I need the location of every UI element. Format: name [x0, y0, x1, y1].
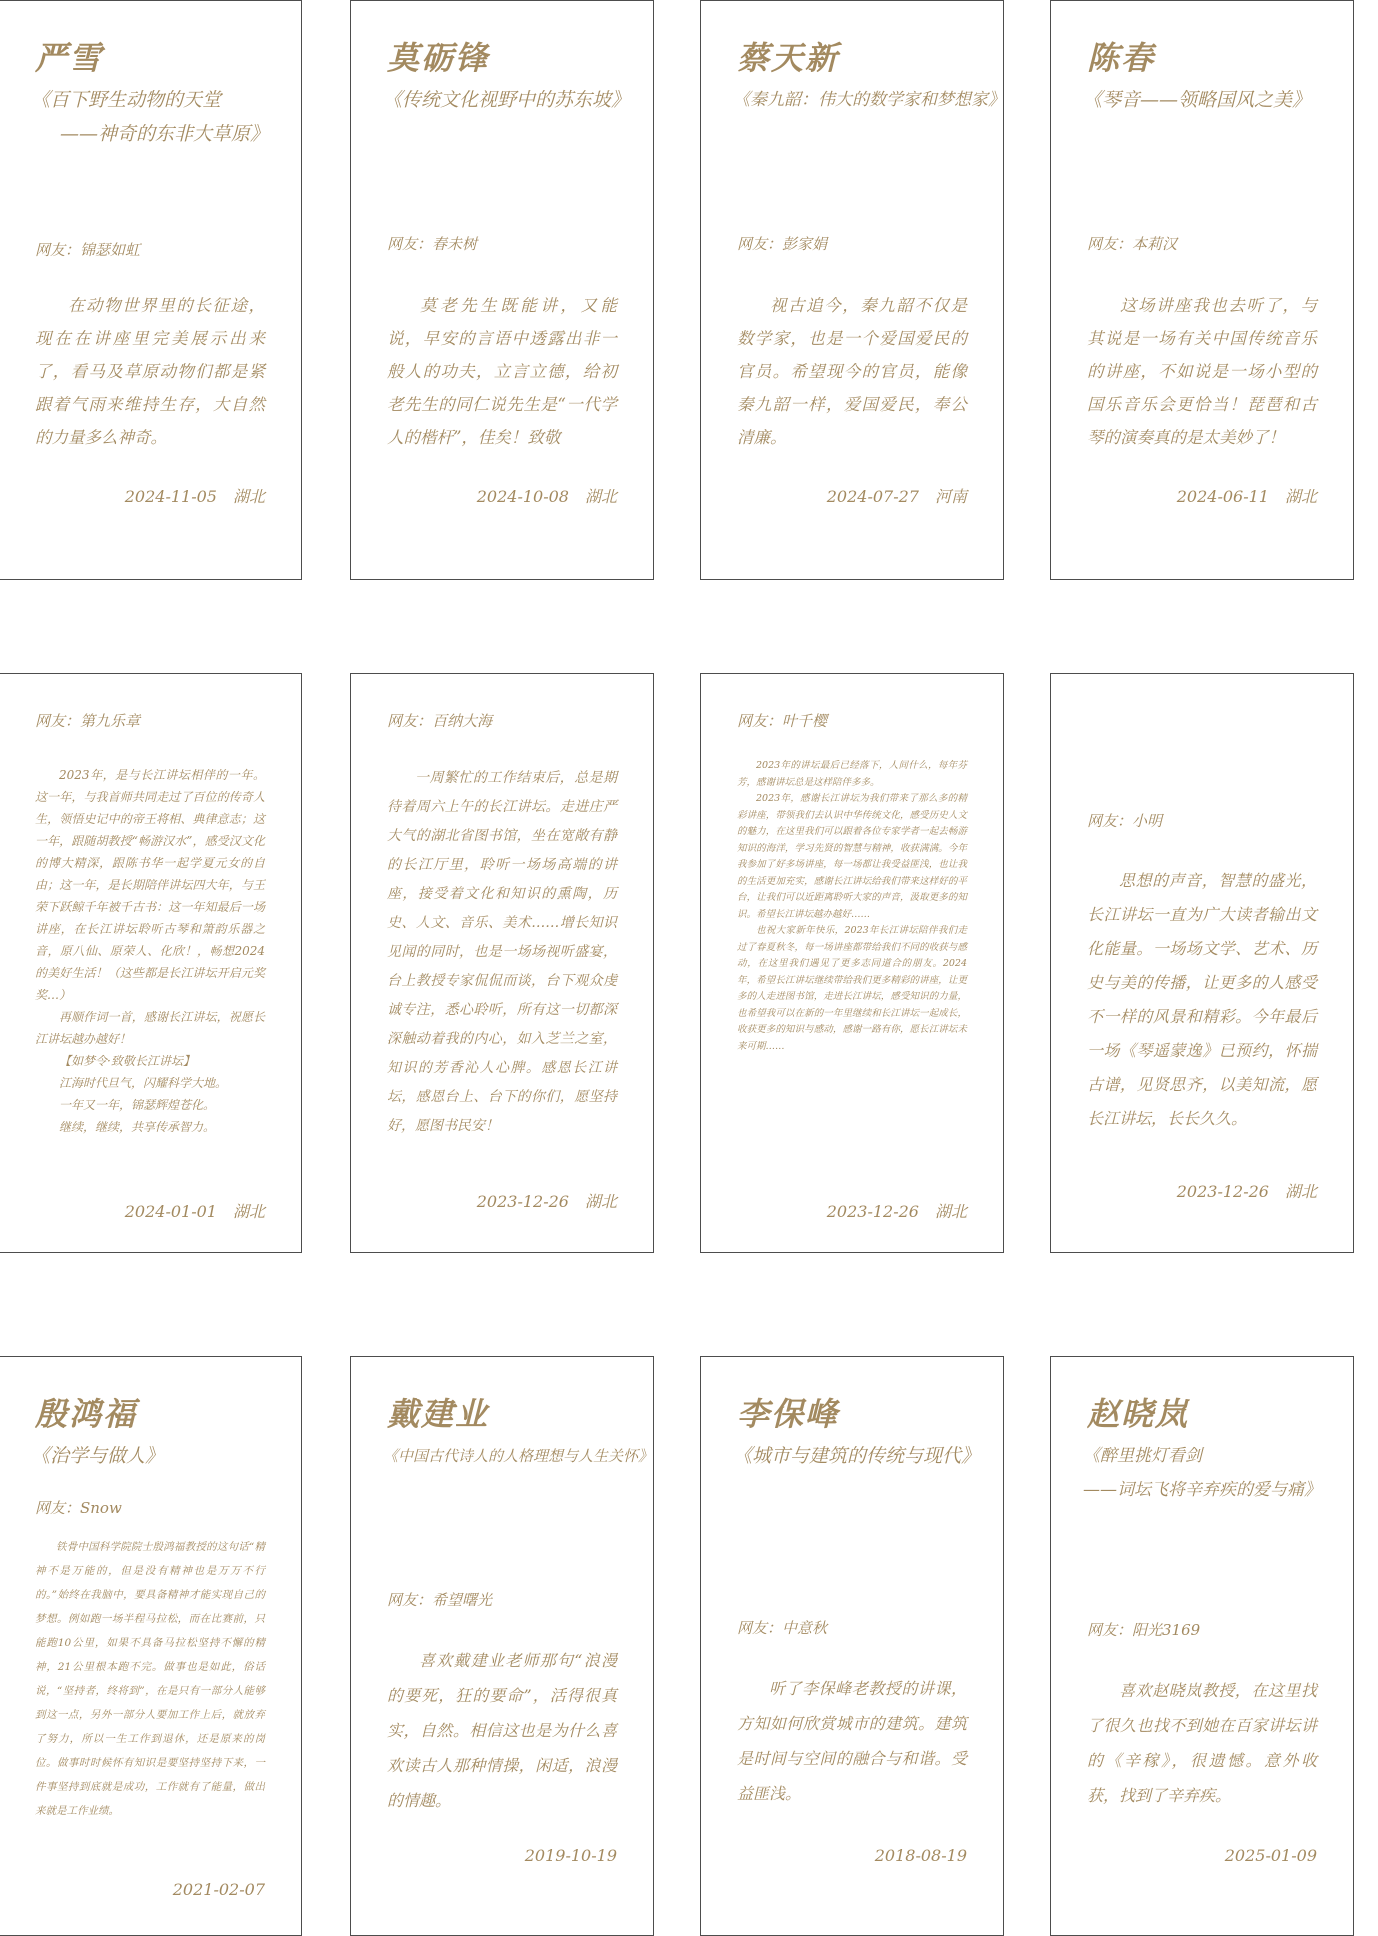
lecture-title — [1083, 1439, 1321, 1507]
comment-location: 湖北 — [934, 1202, 967, 1221]
lecture-title-line: 《醉里挑灯看剑 — [1083, 1446, 1202, 1466]
comment-date: 2024-11-05 — [124, 487, 217, 506]
netizen-name: 网友：阳光3169 — [1087, 1621, 1201, 1639]
comment-date: 2023-12-26 — [1176, 1182, 1269, 1201]
comment-date: 2021-02-07 — [172, 1880, 265, 1899]
lecture-title-line: 《城市与建筑的传统与现代》 — [733, 1445, 981, 1467]
comment-text — [35, 1535, 265, 1823]
netizen-name: 网友：锦瑟如虹 — [35, 241, 141, 259]
lecture-title — [31, 83, 269, 151]
comment-text — [35, 289, 265, 454]
comment-paragraph: 也祝大家新年快乐，2023年长江讲坛陪伴我们走过了春夏秋冬，每一场讲座都带给我们不同的收获与感动，在这里我们遇见了更多志同道合的朋友。2024年，希望长江讲坛继续带给我们更多精彩的讲座，让更多的人走进图书馆，走进长江讲坛，感受知识的力量，也希望我可以在新的一年里继续和长江讲坛一起成长，收获更多的知识与感动，感谢一路有你，愿长江讲坛未来可期…… — [737, 925, 967, 1052]
comment-date: 2024-10-08 — [476, 487, 569, 506]
netizen-name: 网友：春未树 — [387, 235, 478, 253]
lecture-title — [31, 1439, 269, 1473]
netizen-name: 网友：小明 — [1087, 812, 1163, 830]
comment-text — [35, 764, 265, 1138]
comment-meta — [125, 484, 265, 507]
comment-paragraph: 一周繁忙的工作结束后，总是期待着周六上午的长江讲坛。走进庄严大气的湖北省图书馆，坐在宽敞有静的长江厅里，聆听一场场高端的讲座，接受着文化和知识的熏陶，历史、人文、音乐、美术……增长知识见闻的同时，也是一场场视听盛宴，台上教授专家侃侃而谈，台下观众虔诚专注，悉心聆听，所有这一切都深深触动着我的内心，如入芝兰之室，知识的芳香沁人心脾。感恩长江讲坛，感恩台上、台下的你们，愿坚持好，愿图书民安！ — [387, 770, 617, 1134]
netizen-name: 网友：叶千樱 — [737, 712, 828, 730]
comment-card — [350, 0, 654, 580]
comment-card — [0, 1356, 302, 1936]
comment-location: 湖北 — [232, 1202, 265, 1221]
netizen-name: 网友：彭家娟 — [737, 235, 828, 253]
comment-paragraph: 这场讲座我也去听了，与其说是一场有关中国传统音乐的讲座，不如说是一场小型的国乐音乐会更恰当！琵琶和古琴的演奏真的是太美妙了！ — [1087, 296, 1317, 447]
comment-paragraph: 在动物世界里的长征途，现在在讲座里完美展示出来了，看马及草原动物们都是紧跟着气雨来维持生存，大自然的力量多么神奇。 — [35, 296, 265, 447]
lecture-title — [383, 83, 631, 117]
comment-date: 2024-06-11 — [1176, 487, 1269, 506]
comment-meta — [1177, 484, 1317, 507]
comment-text — [737, 289, 967, 454]
netizen-name: 网友：本莉汉 — [1087, 235, 1178, 253]
comment-text — [1087, 1673, 1317, 1813]
lecture-title — [1083, 83, 1321, 117]
comment-date: 2023-12-26 — [826, 1202, 919, 1221]
netizen-name: 网友：希望曙光 — [387, 1591, 493, 1609]
comment-meta — [525, 1846, 617, 1865]
comment-location: 湖北 — [1284, 487, 1317, 506]
comment-location: 湖北 — [584, 487, 617, 506]
comment-card — [700, 1356, 1004, 1936]
comment-card — [700, 673, 1004, 1253]
lecture-title — [733, 1439, 981, 1473]
lecture-title — [733, 83, 1005, 117]
comment-meta — [477, 484, 617, 507]
comment-card — [1050, 1356, 1354, 1936]
comment-card — [1050, 0, 1354, 580]
lecturer-name: 戴建业 — [387, 1395, 490, 1433]
comment-text — [1087, 864, 1317, 1136]
comment-paragraph: 2023年，是与长江讲坛相伴的一年。这一年，与我首师共同走过了百位的传奇人生，领悟史记中的帝王将相、典律意志；这一年，跟随胡教授“畅游汉水”，感受汉文化的博大精深，跟陈书华一起学夏元女的自由；这一年，是长期陪伴讲坛四大年，与王荣下跃鲸千年被千古书：这一年知最后一场讲座，在长江讲坛聆听古琴和箫韵乐器之音，原八仙、原荣人、化欣！，畅想2024的美好生活！（这些都是长江讲坛开启元奖奖…） — [35, 768, 265, 1002]
comment-paragraph: 再顺作词一首，感谢长江讲坛，祝愿长江讲坛越办越好！ — [35, 1010, 265, 1046]
comment-text — [387, 289, 617, 454]
lecturer-name: 严雪 — [35, 39, 104, 77]
lecturer-name: 陈春 — [1087, 39, 1156, 77]
comment-meta — [875, 1846, 967, 1865]
netizen-name: 网友：中意秋 — [737, 1619, 828, 1637]
comment-date: 2018-08-19 — [874, 1846, 967, 1865]
comment-card — [0, 0, 302, 580]
comment-location: 湖北 — [232, 487, 265, 506]
comment-date: 2023-12-26 — [476, 1192, 569, 1211]
lecturer-name: 殷鸿福 — [35, 1395, 138, 1433]
comment-text — [387, 1643, 617, 1818]
lecturer-name: 蔡天新 — [737, 39, 840, 77]
lecture-title-line: 《百下野生动物的天堂 — [31, 89, 222, 111]
comment-card — [0, 673, 302, 1253]
comment-meta — [173, 1880, 265, 1899]
comment-date: 2025-01-09 — [1224, 1846, 1317, 1865]
comment-meta — [1225, 1846, 1317, 1865]
comment-meta — [125, 1199, 265, 1222]
lecture-title-line: ——词坛飞将辛弃疾的爱与痛》 — [1083, 1480, 1321, 1500]
lecture-title-line: 《治学与做人》 — [31, 1445, 165, 1467]
comment-paragraph: 2023年的讲坛最后已经落下，人间什么，每年芬芳，感谢讲坛总是这样陪伴多多。 — [737, 760, 967, 788]
lecture-title-line: 《琴音——领略国风之美》 — [1083, 89, 1312, 111]
netizen-name: 网友：百纳大海 — [387, 712, 493, 730]
comment-paragraph: 继续，继续，共享传承智力。 — [59, 1120, 216, 1134]
comment-paragraph: 江海时代旦气，闪耀科学大地。 — [59, 1076, 228, 1090]
lecture-title-line: ——神奇的东非大草原》 — [59, 123, 269, 145]
comment-card — [350, 673, 654, 1253]
lecture-title-line: 《传统文化视野中的苏东坡》 — [383, 89, 631, 111]
lecturer-name: 赵晓岚 — [1087, 1395, 1190, 1433]
netizen-name: 网友：Snow — [35, 1499, 122, 1517]
comment-paragraph: 【如梦令·致敬长江讲坛】 — [59, 1054, 195, 1068]
comment-meta — [477, 1189, 617, 1212]
lecture-title-line: 《秦九韶：伟大的数学家和梦想家》 — [733, 90, 1005, 110]
lecture-title-line: 《中国古代诗人的人格理想与人生关怀》 — [383, 1447, 654, 1465]
comment-location: 湖北 — [584, 1192, 617, 1211]
comment-paragraph: 喜欢赵晓岚教授，在这里找了很久也找不到她在百家讲坛讲的《辛稼》，很遗憾。意外收获，找到了辛弃疾。 — [1087, 1681, 1317, 1805]
lecture-title — [383, 1439, 654, 1473]
comment-text — [737, 1671, 967, 1811]
comment-paragraph: 铁骨中国科学院院士殷鸿福教授的这句话“精神不是万能的，但是没有精神也是万万不行的。”始终在我脑中，要具备精神才能实现自己的梦想。例如跑一场半程马拉松，而在比赛前，只能跑10公里，如果不具备马拉松坚持不懈的精神，21公里根本跑不完。做事也是如此，俗话说，“坚持者，终将到”，在是只有一部分人能够到这一点，另外一部分人要加工作上后，就放弃了努力，所以一生工作到退休，还是原来的岗位。做事时时候怀有知识是要坚持坚持下来，一件事坚持到底就是成功，工作就有了能量，做出来就是工作业绩。 — [35, 1541, 265, 1817]
lecturer-name: 李保峰 — [737, 1395, 840, 1433]
comment-text — [1087, 289, 1317, 454]
comment-meta — [827, 1199, 967, 1222]
comment-text — [737, 758, 967, 1055]
comment-paragraph: 喜欢戴建业老师那句“浪漫的要死，狂的要命”，活得很真实，自然。相信这也是为什么喜欢读古人那种情操，闲适，浪漫的情趣。 — [387, 1651, 617, 1810]
comment-card — [1050, 673, 1354, 1253]
comment-paragraph: 莫老先生既能讲，又能说，早安的言语中透露出非一般人的功夫，立言立德，给初老先生的同仁说先生是“一代学人的楷杆”，佳矣！致敬 — [387, 296, 617, 447]
comment-location: 河南 — [934, 487, 967, 506]
comment-card — [350, 1356, 654, 1936]
comment-meta — [1177, 1179, 1317, 1202]
comment-paragraph: 2023年，感谢长江讲坛为我们带来了那么多的精彩讲座，带领我们去认识中华传统文化，感受历史人文的魅力，在这里我们可以跟着各位专家学者一起去畅游知识的海洋，学习先贤的智慧与精神，收获满满。今年我参加了好多场讲座，每一场都让我受益匪浅，也让我的生活更加充实，感谢长江讲坛给我们带来这样好的平台，让我们可以近距离聆听大家的声音，汲取更多的知识。希望长江讲坛越办越好…… — [737, 793, 967, 920]
comment-date: 2024-01-01 — [124, 1202, 217, 1221]
comment-paragraph: 一年又一年，锦瑟辉煌苍化。 — [59, 1098, 216, 1112]
comment-date: 2019-10-19 — [524, 1846, 617, 1865]
comment-date: 2024-07-27 — [826, 487, 919, 506]
comment-paragraph: 听了李保峰老教授的讲课，方知如何欣赏城市的建筑。建筑是时间与空间的融合与和谐。受益匪浅。 — [737, 1679, 967, 1803]
comment-text — [387, 764, 617, 1141]
comment-paragraph: 思想的声音，智慧的盛光，长江讲坛一直为广大读者输出文化能量。一场场文学、艺术、历史与美的传播，让更多的人感受不一样的风景和精彩。今年最后一场《琴遥蒙逸》已预约，怀揣古谱，见贤思齐，以美知流，愿长江讲坛，长长久久。 — [1087, 871, 1317, 1128]
comment-meta — [827, 484, 967, 507]
netizen-name: 网友：第九乐章 — [35, 712, 141, 730]
lecturer-name: 莫砺锋 — [387, 39, 490, 77]
comment-paragraph: 视古追今，秦九韶不仅是数学家，也是一个爱国爱民的官员。希望现今的官员，能像秦九韶一样，爱国爱民，奉公清廉。 — [737, 296, 967, 447]
comment-location: 湖北 — [1284, 1182, 1317, 1201]
comment-card — [700, 0, 1004, 580]
